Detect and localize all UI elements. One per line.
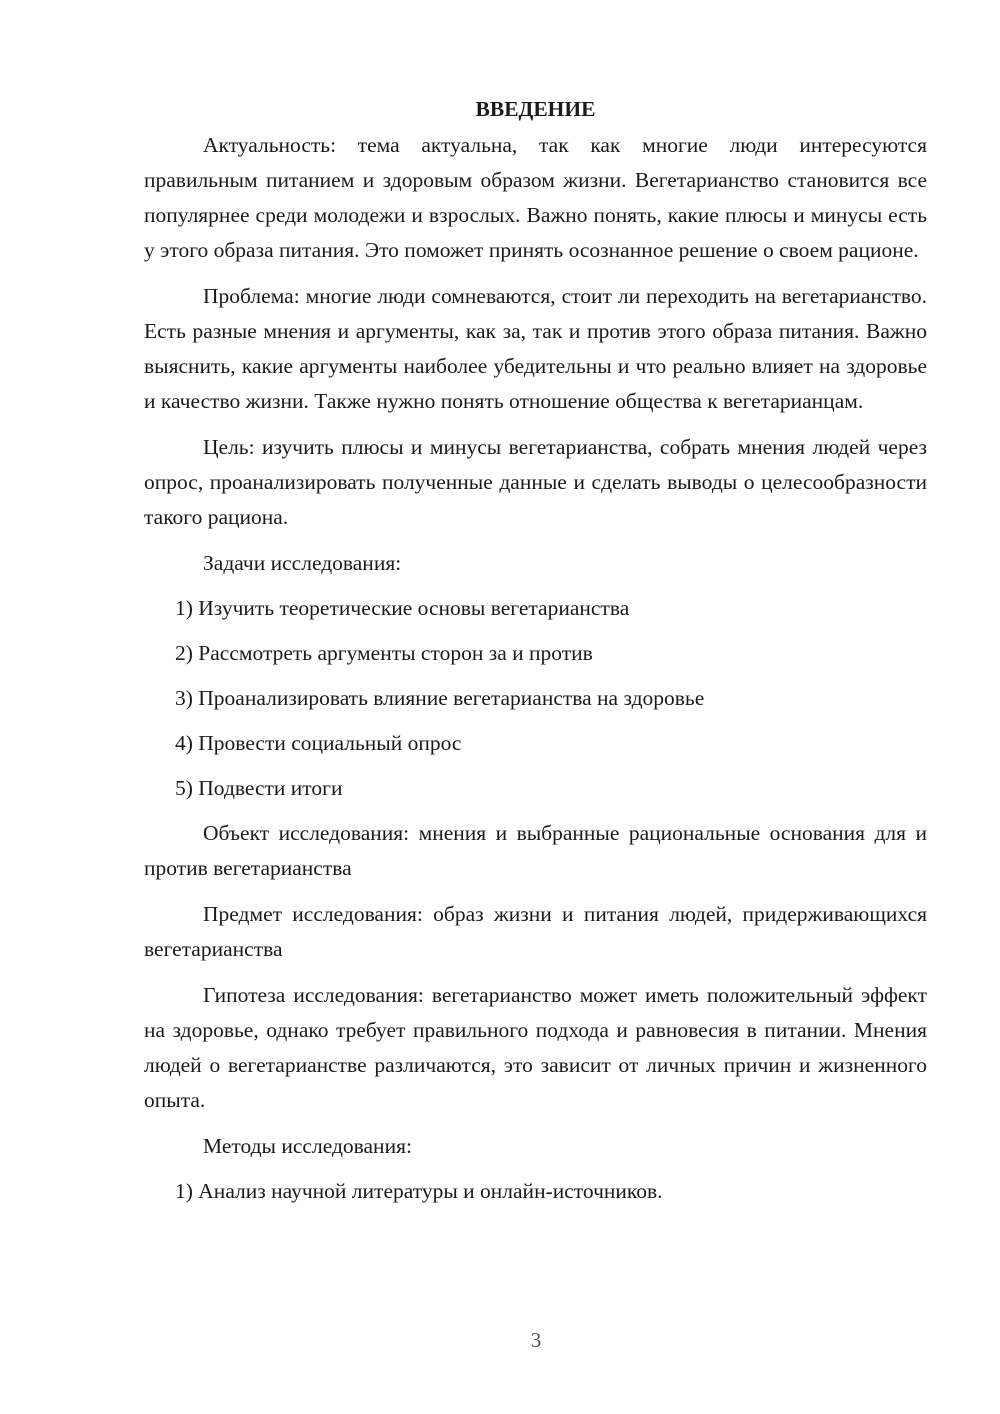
page-title: ВВЕДЕНИЕ bbox=[475, 97, 596, 121]
document-page bbox=[144, 92, 927, 1219]
task-item: 4) Провести социальный опрос bbox=[175, 731, 462, 755]
goal-paragraph: Цель: изучить плюсы и минусы вегетарианства, собрать мнения людей через опрос, проанализировать полученные данные и сделать выводы о целесообразности такого рациона. bbox=[144, 435, 927, 529]
subject-paragraph: Предмет исследования: образ жизни и питания людей, придерживающихся вегетарианства bbox=[144, 902, 927, 961]
task-item: 5) Подвести итоги bbox=[175, 776, 343, 800]
problem-paragraph: Проблема: многие люди сомневаются, стоит ли переходить на вегетарианство. Есть разные мнения и аргументы, как за, так и против этого образа питания. Важно выяснить, какие аргументы наиболее убедительны и что реально влияет на здоровье и качество жизни. Также нужно понять отношение общества к вегетарианцам. bbox=[144, 284, 927, 413]
hypothesis-paragraph: Гипотеза исследования: вегетарианство может иметь положительный эффект на здоровье, однако требует правильного подхода и равновесия в питании. Мнения людей о вегетарианстве различаются, это зависит от личных причин и жизненного опыта. bbox=[144, 983, 927, 1112]
methods-heading: Методы исследования: bbox=[203, 1134, 412, 1158]
task-item: 1) Изучить теоретические основы вегетарианства bbox=[175, 596, 630, 620]
task-item: 2) Рассмотреть аргументы сторон за и против bbox=[175, 641, 593, 665]
object-paragraph: Объект исследования: мнения и выбранные рациональные основания для и против вегетарианства bbox=[144, 821, 927, 880]
task-item: 3) Проанализировать влияние вегетарианства на здоровье bbox=[175, 686, 705, 710]
tasks-heading: Задачи исследования: bbox=[203, 551, 402, 575]
method-item: 1) Анализ научной литературы и онлайн-источников. bbox=[175, 1179, 663, 1203]
page-number: 3 bbox=[530, 1328, 542, 1352]
relevance-paragraph: Актуальность: тема актуальна, так как многие люди интересуются правильным питанием и здоровым образом жизни. Вегетарианство становится все популярнее среди молодежи и взрослых. Важно понять, какие плюсы и минусы есть у этого образа питания. Это поможет принять осознанное решение о своем рационе. bbox=[144, 133, 927, 262]
